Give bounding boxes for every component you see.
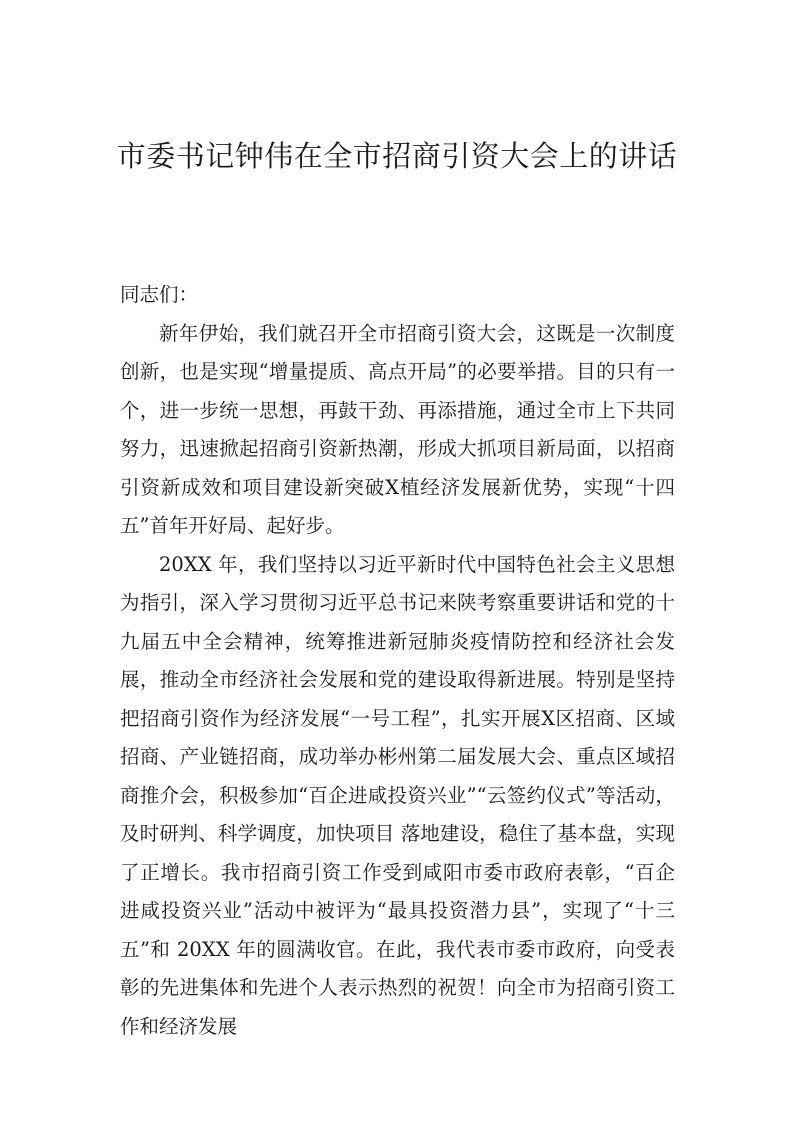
paragraph-1: 新年伊始，我们就召开全市招商引资大会，这既是一次制度创新，也是实现“增量提质、高点开局”的必要举措。目的只有一个，进一步统一思想，再鼓干劲、再添措施，通过全市上下共同努力，迅速掀起招商引资新热潮，形成大抓项目新局面，以招商引资新成效和项目建设新突破X植经济发展新优势，实现“十四五”首年开好局、起好步。 (120, 321, 675, 537)
paragraph-2: 20XX 年，我们坚持以习近平新时代中国特色社会主义思想为指引，深入学习贯彻习近平总书记来陕考察重要讲话和党的十九届五中全会精神，统筹推进新冠肺炎疫情防控和经济社会发展，推动全市经济社会发展和党的建设取得新进展。特别是坚持把招商引资作为经济发展“一号工程”，扎实开展X区招商、区域招商、产业链招商，成功举办彬州第二届发展大会、重点区域招商推介会，积极参加“百企进咸投资兴业”“云签约仪式”等活动，及时研判、科学调度，加快项目 落地建设，稳住了基本盘，实现了正增长。我市招商引资工作受到咸阳市委市政府表彰，“百企进咸投资兴业”活动中被评为“最具投资潜力县”，实现了“十三五”和 20XX 年的圆满收官。在此，我代表市委市政府，向受表彰的先进集体和先进个人表示热烈的祝贺！向全市为招商引资工作和经济发展 (120, 552, 675, 1038)
document-title: 市委书记钟伟在全市招商引资大会上的讲话 (116, 139, 678, 173)
document-body (120, 276, 675, 1046)
salutation: 同志们： (120, 283, 199, 306)
